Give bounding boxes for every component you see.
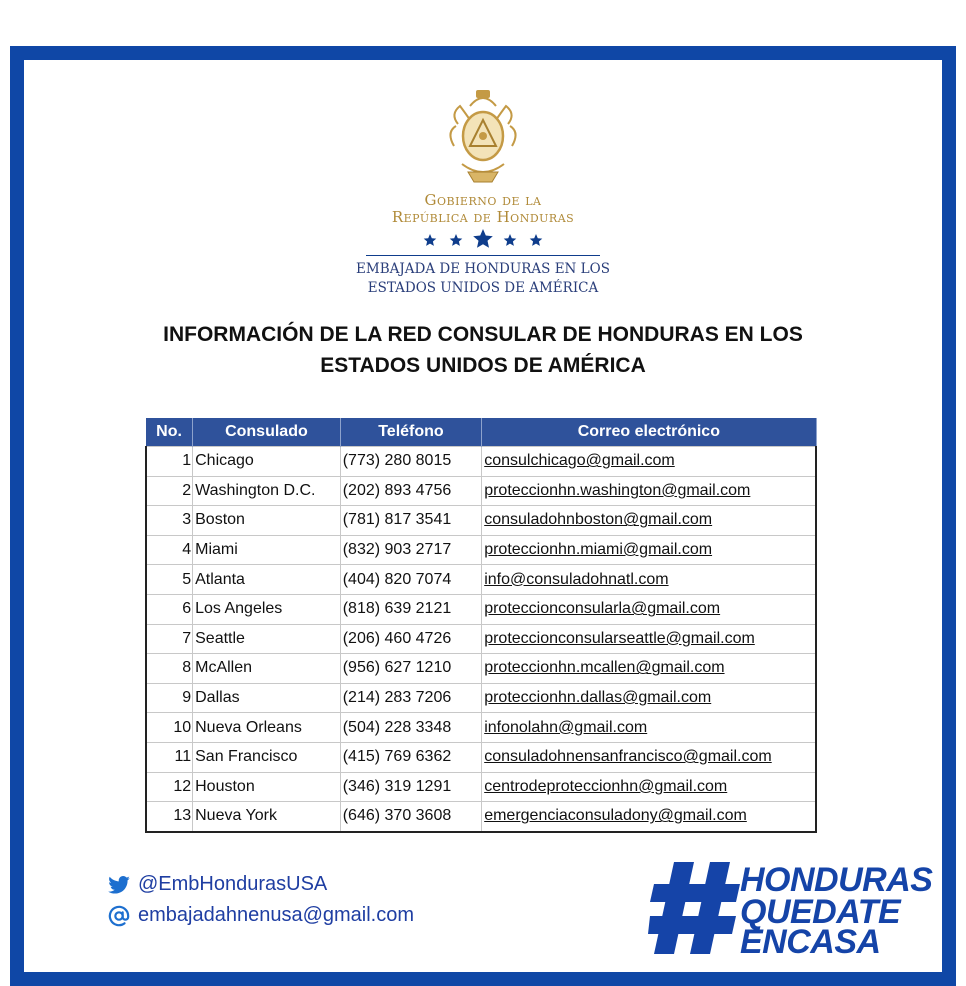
- table-row: [146, 772, 816, 802]
- campaign-line1: HONDURAS: [740, 861, 933, 899]
- email-link[interactable]: emergenciaconsuladony@gmail.com: [482, 802, 816, 832]
- header-consulado: Consulado: [193, 418, 341, 447]
- phone-number: (206) 460 4726: [340, 624, 481, 654]
- at-sign-icon: [108, 905, 130, 927]
- phone-number: (818) 639 2121: [340, 594, 481, 624]
- contact-email: embajadahnenusa@gmail.com: [138, 904, 415, 926]
- table-row: [146, 802, 816, 832]
- stars-icon: [420, 228, 546, 250]
- campaign-line2: QUEDATE: [740, 893, 901, 931]
- consulate-city: Nueva Orleans: [193, 713, 341, 743]
- table-header-row: [146, 418, 816, 447]
- page-title-line2: ESTADOS UNIDOS DE AMÉRICA: [320, 354, 646, 377]
- email-link[interactable]: proteccionhn.dallas@gmail.com: [482, 683, 816, 713]
- consulate-city: Atlanta: [193, 565, 341, 595]
- phone-number: (646) 370 3608: [340, 802, 481, 832]
- consulate-city: Washington D.C.: [193, 476, 341, 506]
- header-divider: [366, 255, 600, 256]
- table-row: [146, 476, 816, 506]
- row-number: 5: [146, 565, 193, 595]
- email-link[interactable]: centrodeproteccionhn@gmail.com: [482, 772, 816, 802]
- campaign-logo: [648, 858, 938, 961]
- consulate-city: Dallas: [193, 683, 341, 713]
- consulate-city: Chicago: [193, 447, 341, 477]
- email-link[interactable]: info@consuladohnatl.com: [482, 565, 816, 595]
- email-link[interactable]: consulchicago@gmail.com: [482, 447, 816, 477]
- header-correo: Correo electrónico: [482, 418, 816, 447]
- table-row: [146, 506, 816, 536]
- email-link[interactable]: proteccionhn.washington@gmail.com: [482, 476, 816, 506]
- header-telefono: Teléfono: [340, 418, 481, 447]
- table-row: [146, 683, 816, 713]
- hashtag-icon: [648, 858, 742, 958]
- twitter-contact[interactable]: [108, 873, 327, 896]
- honduras-coat-of-arms-icon: [440, 84, 526, 188]
- consulate-table: [145, 418, 817, 833]
- email-link[interactable]: infonolahn@gmail.com: [482, 713, 816, 743]
- phone-number: (773) 280 8015: [340, 447, 481, 477]
- row-number: 9: [146, 683, 193, 713]
- phone-number: (214) 283 7206: [340, 683, 481, 713]
- phone-number: (781) 817 3541: [340, 506, 481, 536]
- embassy-name-line1: EMBAJADA DE HONDURAS EN LOS: [356, 261, 610, 277]
- consulate-city: Boston: [193, 506, 341, 536]
- table-row: [146, 447, 816, 477]
- twitter-icon: [108, 876, 130, 894]
- consulate-city: Houston: [193, 772, 341, 802]
- consulate-city: Miami: [193, 535, 341, 565]
- table-row: [146, 565, 816, 595]
- email-link[interactable]: proteccionhn.mcallen@gmail.com: [482, 654, 816, 684]
- government-name-line2: República de Honduras: [391, 208, 575, 226]
- consulate-city: Seattle: [193, 624, 341, 654]
- row-number: 6: [146, 594, 193, 624]
- row-number: 7: [146, 624, 193, 654]
- row-number: 4: [146, 535, 193, 565]
- phone-number: (202) 893 4756: [340, 476, 481, 506]
- page-title-line1: INFORMACIÓN DE LA RED CONSULAR DE HONDURAS EN LOS: [163, 323, 803, 346]
- row-number: 13: [146, 802, 193, 832]
- phone-number: (415) 769 6362: [340, 742, 481, 772]
- campaign-line3: ENCASA: [740, 923, 881, 961]
- phone-number: (956) 627 1210: [340, 654, 481, 684]
- email-link[interactable]: proteccionconsularla@gmail.com: [482, 594, 816, 624]
- phone-number: (832) 903 2717: [340, 535, 481, 565]
- email-link[interactable]: consuladohnensanfrancisco@gmail.com: [482, 742, 816, 772]
- government-name-line1: Gobierno de la: [424, 191, 542, 209]
- header-no: No.: [146, 418, 193, 447]
- row-number: 2: [146, 476, 193, 506]
- table-row: [146, 535, 816, 565]
- table-row: [146, 742, 816, 772]
- phone-number: (404) 820 7074: [340, 565, 481, 595]
- email-link[interactable]: proteccionhn.miami@gmail.com: [482, 535, 816, 565]
- phone-number: (504) 228 3348: [340, 713, 481, 743]
- twitter-handle: @EmbHondurasUSA: [138, 873, 328, 895]
- table-row: [146, 594, 816, 624]
- consulate-city: Los Angeles: [193, 594, 341, 624]
- consulate-city: San Francisco: [193, 742, 341, 772]
- email-link[interactable]: proteccionconsularseattle@gmail.com: [482, 624, 816, 654]
- table-row: [146, 624, 816, 654]
- row-number: 8: [146, 654, 193, 684]
- embassy-name-line2: ESTADOS UNIDOS DE AMÉRICA: [367, 280, 599, 296]
- row-number: 11: [146, 742, 193, 772]
- row-number: 10: [146, 713, 193, 743]
- table-row: [146, 654, 816, 684]
- phone-number: (346) 319 1291: [340, 772, 481, 802]
- row-number: 12: [146, 772, 193, 802]
- table-row: [146, 713, 816, 743]
- row-number: 3: [146, 506, 193, 536]
- row-number: 1: [146, 447, 193, 477]
- email-link[interactable]: consuladohnboston@gmail.com: [482, 506, 816, 536]
- consulate-city: Nueva York: [193, 802, 341, 832]
- email-contact[interactable]: [108, 904, 414, 927]
- consulate-city: McAllen: [193, 654, 341, 684]
